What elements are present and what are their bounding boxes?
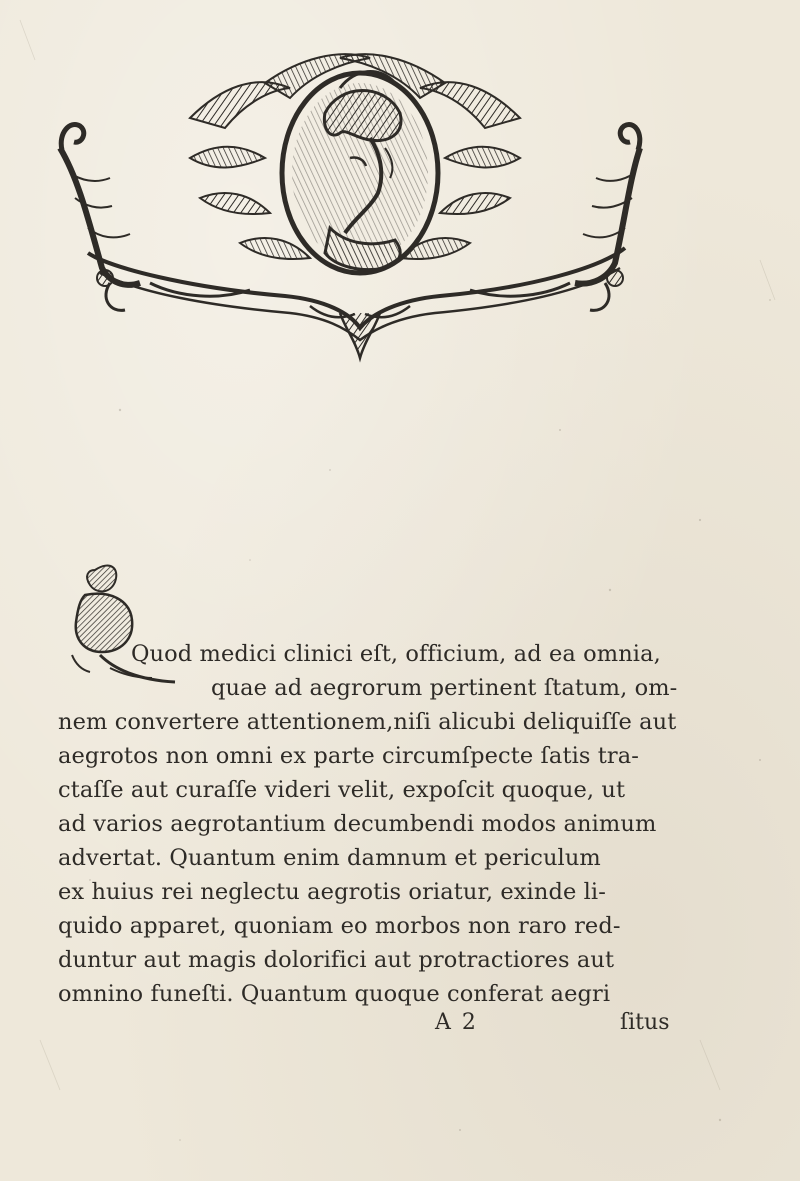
text-line-8: ex huius rei neglectu aegrotis oriatur, exinde li- — [58, 879, 606, 905]
text-line-4: aegrotos non omni ex parte circumſpecte ſatis tra- — [58, 743, 639, 769]
signature-mark: A 2 — [435, 1010, 478, 1035]
engraved-headpiece-ornament — [40, 28, 680, 378]
text-line-10: duntur aut magis dolorifici aut protractiores aut — [58, 947, 615, 973]
text-line-11: omnino funeſti. Quantum quoque conferat aegri — [58, 981, 611, 1007]
decorative-initial-ornament — [60, 560, 190, 700]
text-line-6: ad varios aegrotantium decumbendi modos animum — [58, 811, 657, 837]
text-line-3: nem convertere attentionem,niſi alicubi deliquiſſe aut — [58, 709, 677, 735]
text-line-7: advertat. Quantum enim damnum et periculum — [58, 845, 601, 871]
catchword: ſitus — [620, 1010, 670, 1035]
text-line-2: quae ad aegrorum pertinent ſtatum, om- — [211, 675, 678, 701]
text-line-1: Quod medici clinici eſt, officium, ad ea omnia, — [131, 641, 661, 667]
text-line-5: ctaſſe aut curaſſe videri velit, expoſcit quoque, ut — [58, 777, 626, 803]
text-line-9: quido apparet, quoniam eo morbos non raro red- — [58, 913, 621, 939]
